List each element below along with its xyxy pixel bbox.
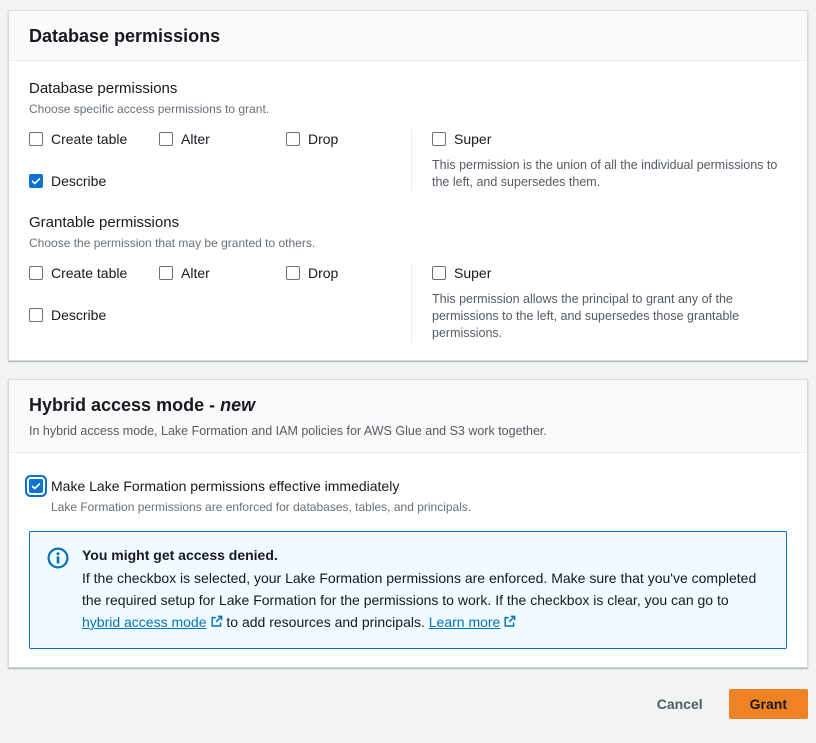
cancel-button[interactable]: Cancel bbox=[656, 696, 703, 712]
super-permission-column bbox=[411, 264, 787, 342]
grantable-checkbox-describe[interactable] bbox=[29, 306, 159, 324]
checkbox-icon[interactable] bbox=[29, 132, 43, 146]
effective-immediately-checkbox[interactable] bbox=[29, 477, 787, 495]
permissions-row bbox=[29, 130, 787, 191]
checkbox-icon[interactable] bbox=[29, 308, 43, 322]
database-permissions-header bbox=[9, 11, 807, 61]
hybrid-access-mode-header bbox=[9, 380, 807, 453]
database-permissions-body bbox=[9, 61, 807, 360]
checkbox-icon[interactable] bbox=[159, 132, 173, 146]
action-footer bbox=[8, 689, 808, 719]
checkbox-icon[interactable] bbox=[159, 266, 173, 280]
section-label: Database permissions bbox=[29, 80, 178, 97]
alert-text: If the checkbox is selected, your Lake Formation permissions are enforced. Make sure that you've completed the required setup for Lake Formation for the permissions to work. If the checkbox is clear, you can go to bbox=[82, 570, 757, 608]
checkbox-alter[interactable] bbox=[159, 130, 286, 148]
checkbox-icon[interactable] bbox=[432, 266, 446, 280]
grant-button[interactable]: Grant bbox=[729, 689, 808, 719]
learn-more-link[interactable] bbox=[429, 614, 517, 630]
grantable-checkbox-alter[interactable] bbox=[159, 264, 286, 282]
checkbox-drop[interactable] bbox=[286, 130, 411, 148]
section-description: Choose specific access permissions to grant. bbox=[29, 102, 270, 116]
section-description: Choose the permission that may be granted to others. bbox=[29, 236, 316, 250]
hybrid-access-mode-panel bbox=[8, 379, 808, 668]
hybrid-access-mode-link[interactable] bbox=[82, 614, 223, 630]
panel-title: Database permissions bbox=[29, 26, 221, 46]
checkbox-icon[interactable] bbox=[29, 266, 43, 280]
checkbox-checked-icon[interactable] bbox=[29, 479, 43, 493]
checkbox-label: Drop bbox=[308, 265, 339, 281]
alert-title: You might get access denied. bbox=[82, 547, 278, 563]
hybrid-access-mode-body bbox=[9, 453, 807, 667]
checkbox-label: Alter bbox=[181, 131, 210, 147]
grantable-permissions-section bbox=[29, 213, 787, 342]
grantable-checkbox-super[interactable] bbox=[432, 264, 787, 282]
checkbox-label: Alter bbox=[181, 265, 210, 281]
alert-content bbox=[82, 545, 770, 633]
checkbox-icon[interactable] bbox=[432, 132, 446, 146]
checkbox-describe[interactable] bbox=[29, 172, 159, 190]
checkbox-label: Drop bbox=[308, 131, 339, 147]
checkbox-label: Describe bbox=[51, 307, 107, 323]
panel-title-new-badge: new bbox=[220, 395, 256, 415]
checkbox-label: Create table bbox=[51, 131, 128, 147]
checkbox-super[interactable] bbox=[432, 130, 787, 148]
alert-text: to add resources and principals. bbox=[222, 614, 429, 630]
super-description: This permission allows the principal to grant any of the permissions to the left, and supersedes those grantable permissions. bbox=[432, 292, 740, 340]
checkbox-checked-icon[interactable] bbox=[29, 174, 43, 188]
checkbox-label: Create table bbox=[51, 265, 128, 281]
super-description: This permission is the union of all the individual permissions to the left, and supersedes them. bbox=[432, 158, 778, 189]
checkbox-label: Describe bbox=[51, 173, 107, 189]
link-text: hybrid access mode bbox=[82, 614, 207, 630]
permissions-checkbox-grid bbox=[29, 130, 411, 190]
link-text: Learn more bbox=[428, 614, 501, 630]
database-permissions-panel bbox=[8, 10, 808, 361]
checkbox-icon[interactable] bbox=[286, 266, 300, 280]
section-label: Grantable permissions bbox=[29, 214, 180, 231]
super-permission-column bbox=[411, 130, 787, 191]
info-alert bbox=[29, 531, 787, 649]
checkbox-label: Make Lake Formation permissions effective immediately bbox=[51, 478, 400, 494]
external-link-icon bbox=[210, 615, 223, 628]
panel-title-text: Hybrid access mode - bbox=[29, 395, 216, 415]
grantable-checkbox-drop[interactable] bbox=[286, 264, 411, 282]
grantable-checkbox-create-table[interactable] bbox=[29, 264, 159, 282]
checkbox-label: Super bbox=[454, 265, 492, 281]
panel-description: In hybrid access mode, Lake Formation and IAM policies for AWS Glue and S3 work together. bbox=[29, 424, 547, 438]
checkbox-description: Lake Formation permissions are enforced for databases, tables, and principals. bbox=[51, 500, 472, 514]
external-link-icon bbox=[503, 615, 516, 628]
panel-title bbox=[29, 395, 787, 416]
info-circle-icon bbox=[46, 546, 70, 575]
checkbox-create-table[interactable] bbox=[29, 130, 159, 148]
checkbox-icon[interactable] bbox=[286, 132, 300, 146]
checkbox-label: Super bbox=[454, 131, 492, 147]
permissions-checkbox-grid bbox=[29, 264, 411, 324]
database-permissions-section bbox=[29, 79, 787, 191]
alert-body bbox=[82, 567, 770, 633]
permissions-row bbox=[29, 264, 787, 342]
